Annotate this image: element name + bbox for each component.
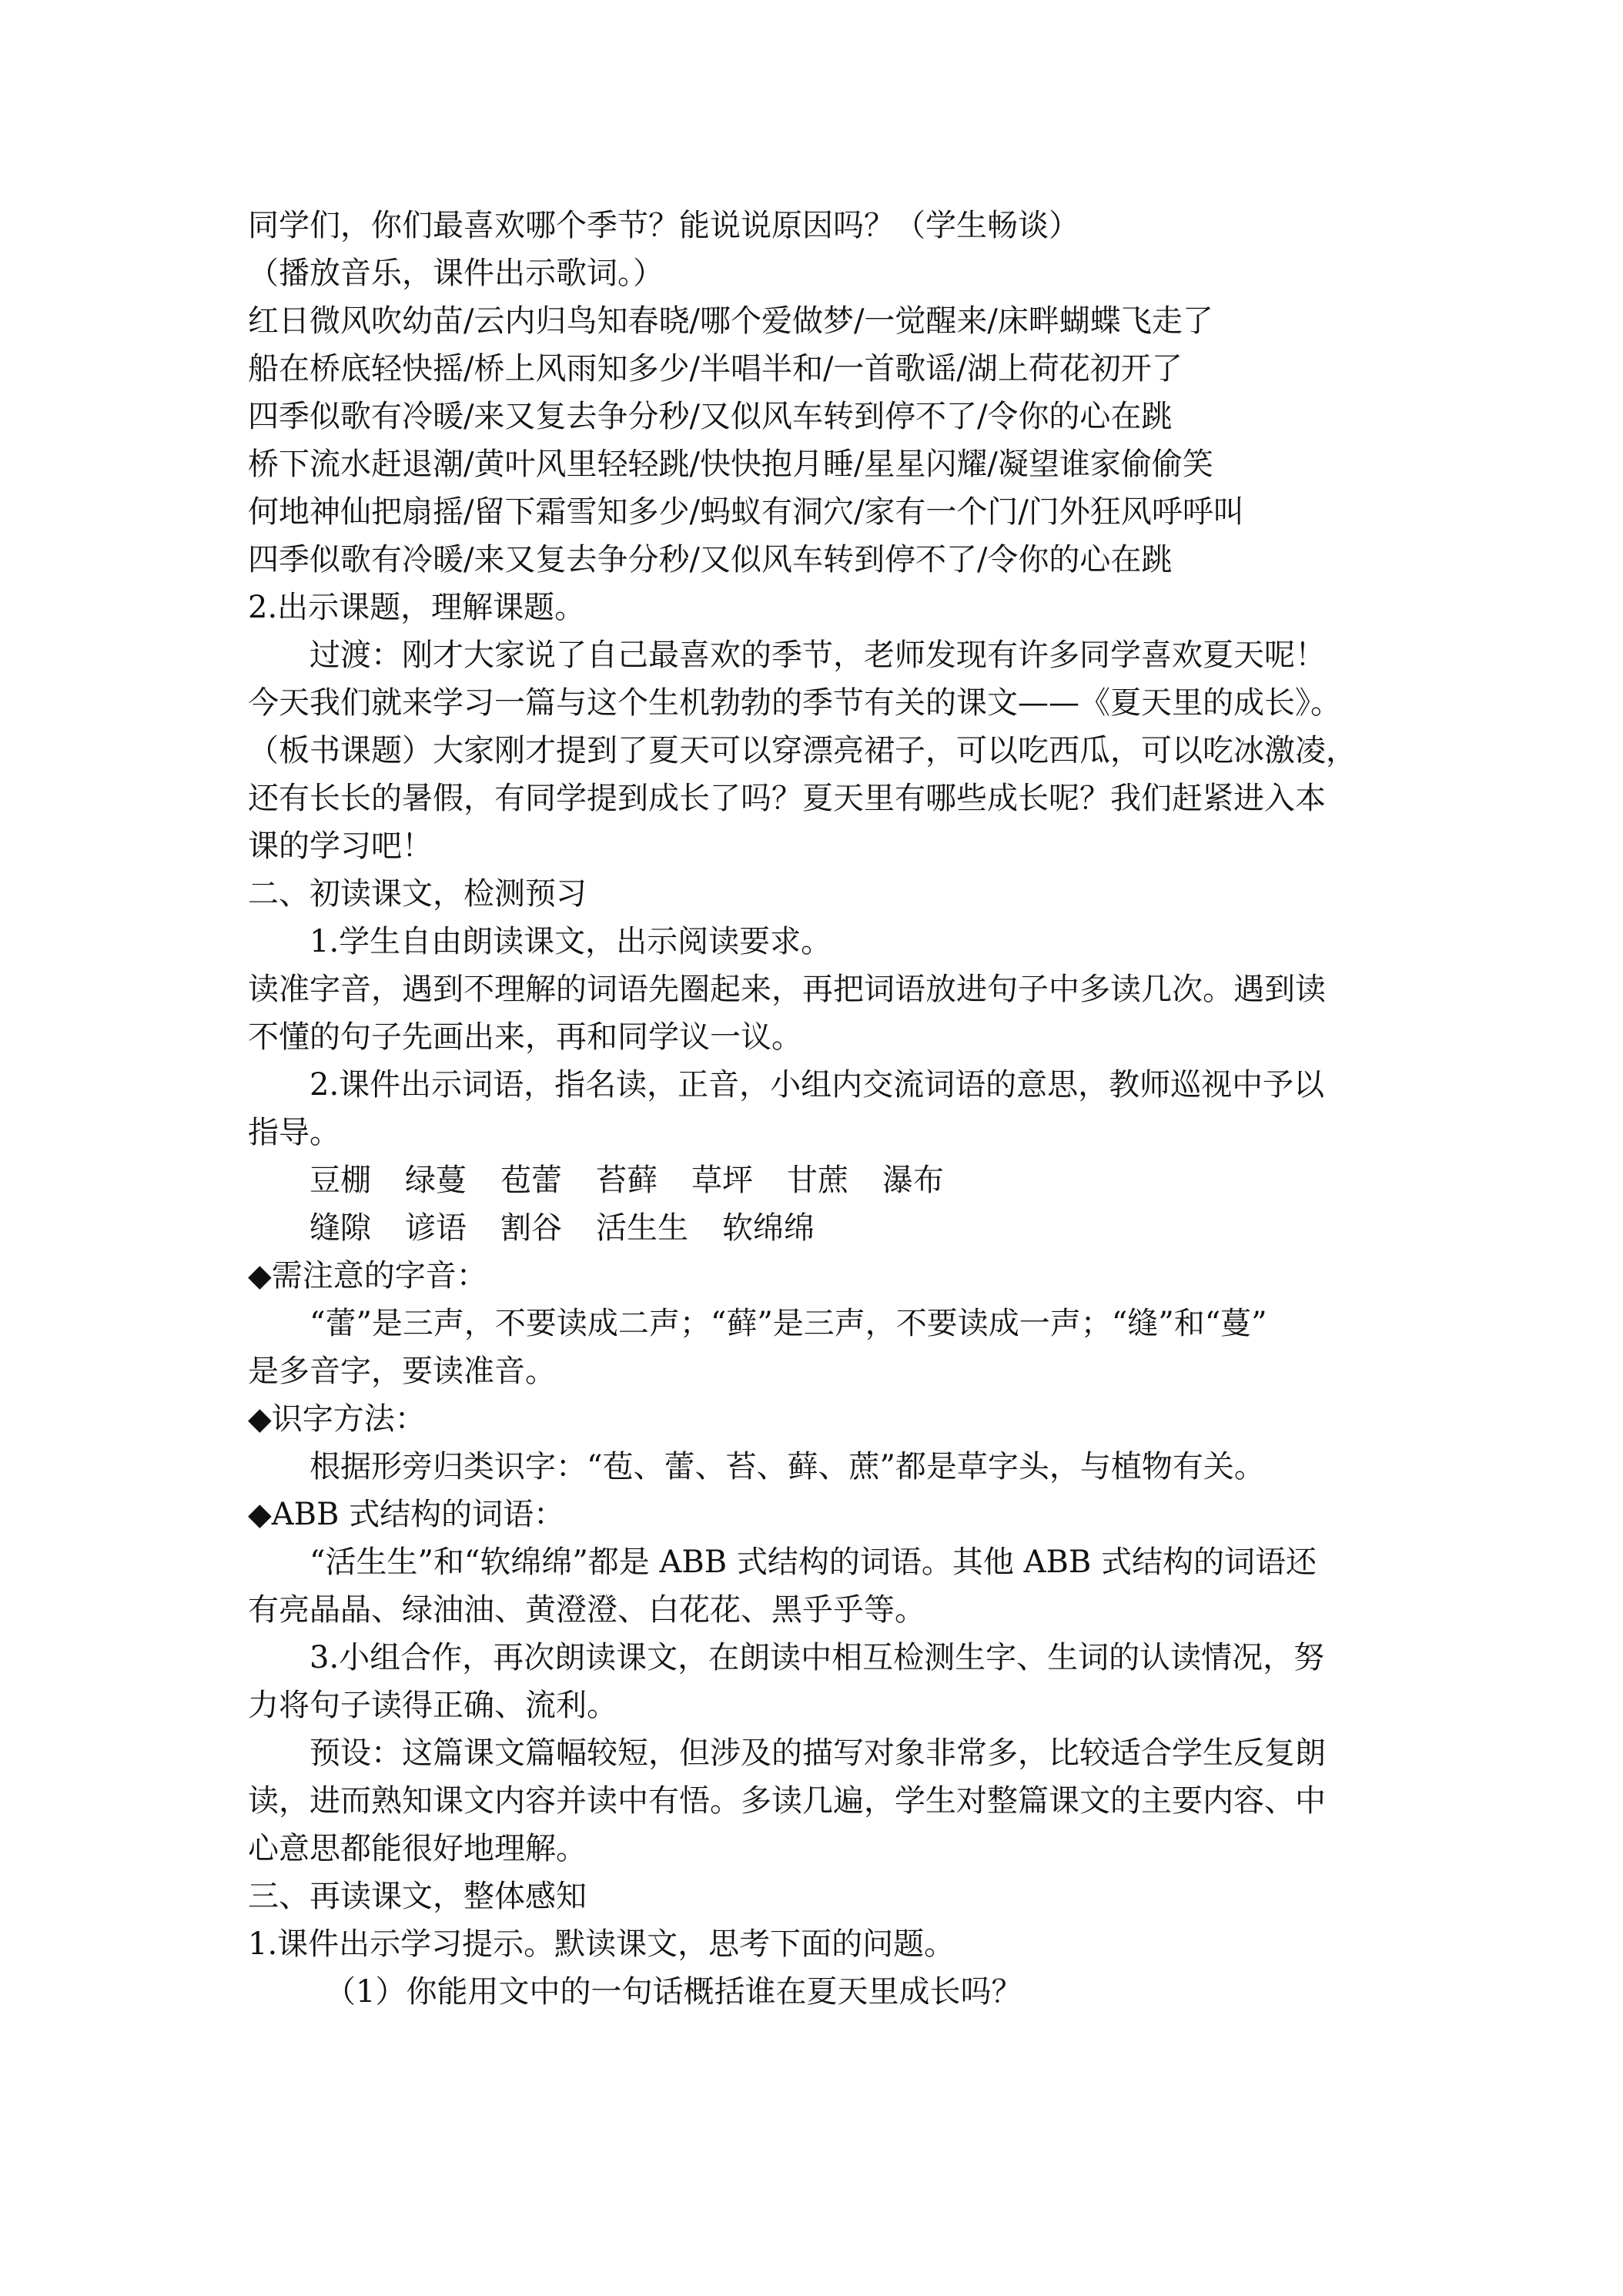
paragraph-line: 是多音字，要读准音。	[248, 1354, 556, 1389]
paragraph-line: 根据形旁归类识字：“苞、蕾、苔、藓、蔗”都是草字头，与植物有关。	[310, 1449, 1265, 1484]
step-heading: 1.课件出示学习提示。默读课文，思考下面的问题。	[248, 1926, 955, 1962]
paragraph-line: （板书课题）大家刚才提到了夏天可以穿漂亮裙子，可以吃西瓜，可以吃冰激凌，	[248, 733, 1357, 768]
section-heading: 三、再读课文，整体感知	[248, 1879, 587, 1914]
paragraph-line: （播放音乐，课件出示歌词。）	[248, 256, 664, 291]
lyrics-line: 何地神仙把扇摇/留下霜雪知多少/蚂蚁有洞穴/家有一个门/门外狂风呼呼叫	[248, 494, 1244, 530]
paragraph-line: 心意思都能很好地理解。	[248, 1831, 587, 1866]
paragraph-line: 今天我们就来学习一篇与这个生机勃勃的季节有关的课文——《夏天里的成长》。	[248, 685, 1341, 721]
question-line: （1）你能用文中的一句话概括谁在夏天里成长吗？	[325, 1974, 1022, 2010]
vocabulary-word: 甘蔗	[787, 1163, 848, 1198]
lyrics-line: 四季似歌有冷暖/来又复去争分秒/又似风车转到停不了/令你的心在跳	[248, 542, 1173, 577]
lyrics-line: 船在桥底轻快摇/桥上风雨知多少/半唱半和/一首歌谣/湖上荷花初开了	[248, 351, 1183, 387]
paragraph-line: 2.课件出示词语，指名读，正音，小组内交流词语的意思，教师巡视中予以	[310, 1067, 1325, 1103]
vocabulary-word: 缝隙	[310, 1210, 371, 1246]
vocabulary-word: 软绵绵	[722, 1210, 815, 1246]
vocabulary-word: 绿蔓	[405, 1163, 467, 1198]
paragraph-line: 预设：这篇课文篇幅较短，但涉及的描写对象非常多，比较适合学生反复朗	[310, 1735, 1326, 1771]
vocabulary-row-2	[248, 1204, 1387, 1252]
vocabulary-word: 苔藓	[596, 1163, 658, 1198]
bullet-heading: ◆需注意的字音：	[248, 1258, 487, 1294]
vocabulary-word: 割谷	[500, 1210, 562, 1246]
paragraph-line: 力将句子读得正确、流利。	[248, 1688, 617, 1723]
lyrics-line: 红日微风吹幼苗/云内归鸟知春晓/哪个爱做梦/一觉醒来/床畔蝴蝶飞走了	[248, 303, 1213, 339]
vocabulary-word: 谚语	[405, 1210, 467, 1246]
paragraph-line: 指导。	[248, 1115, 340, 1150]
paragraph-line: 过渡：刚才大家说了自己最喜欢的季节，老师发现有许多同学喜欢夏天呢！	[310, 638, 1326, 673]
paragraph-line: “活生生”和“软绵绵”都是 ABB 式结构的词语。其他 ABB 式结构的词语还	[310, 1545, 1317, 1580]
vocabulary-row-1	[248, 1156, 1387, 1204]
section-heading: 二、初读课文，检测预习	[248, 876, 587, 912]
bullet-heading: ◆ABB 式结构的词语：	[248, 1497, 565, 1532]
paragraph-line: 课的学习吧！	[248, 828, 433, 864]
vocabulary-word: 瀑布	[882, 1163, 944, 1198]
vocabulary-word: 活生生	[596, 1210, 688, 1246]
step-heading: 2.出示课题，理解课题。	[248, 590, 586, 625]
paragraph-line: “蕾”是三声，不要读成二声；“藓”是三声，不要读成一声；“缝”和“蔓”	[310, 1306, 1267, 1341]
lyrics-line: 四季似歌有冷暖/来又复去争分秒/又似风车转到停不了/令你的心在跳	[248, 399, 1173, 434]
vocabulary-word: 苞蕾	[500, 1163, 562, 1198]
step-heading: 3.小组合作，再次朗读课文，在朗读中相互检测生字、生词的认读情况，努	[310, 1640, 1325, 1675]
paragraph-line: 读，进而熟知课文内容并读中有悟。多读几遍，学生对整篇课文的主要内容、中	[248, 1783, 1326, 1819]
vocabulary-word: 草坪	[691, 1163, 753, 1198]
step-heading: 1.学生自由朗读课文，出示阅读要求。	[310, 924, 832, 959]
lyrics-line: 桥下流水赶退潮/黄叶风里轻轻跳/快快抱月睡/星星闪耀/凝望谁家偷偷笑	[248, 447, 1213, 482]
paragraph-line: 读准字音，遇到不理解的词语先圈起来，再把词语放进句子中多读几次。遇到读	[248, 972, 1326, 1007]
bullet-heading: ◆识字方法：	[248, 1401, 426, 1437]
document-page	[248, 202, 1387, 2016]
paragraph-line: 同学们，你们最喜欢哪个季节？能说说原因吗？（学生畅谈）	[248, 208, 1079, 243]
paragraph-line: 还有长长的暑假，有同学提到成长了吗？夏天里有哪些成长呢？我们赶紧进入本	[248, 781, 1326, 816]
paragraph-line: 有亮晶晶、绿油油、黄澄澄、白花花、黑乎乎等。	[248, 1592, 925, 1628]
vocabulary-word: 豆棚	[310, 1163, 371, 1198]
paragraph-line: 不懂的句子先画出来，再和同学议一议。	[248, 1019, 802, 1055]
